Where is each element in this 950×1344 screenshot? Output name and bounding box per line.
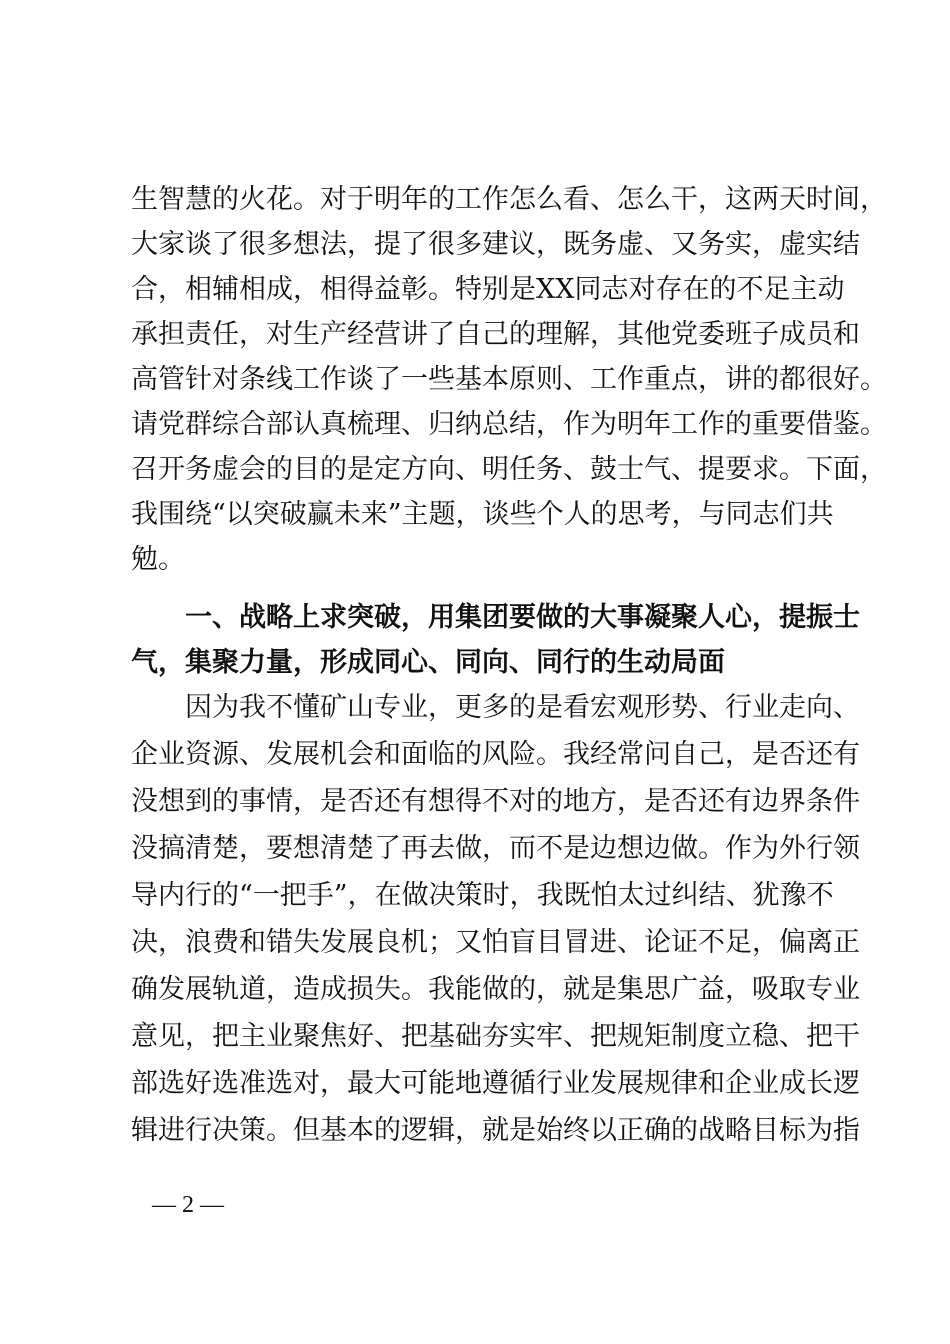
page-number: — 2 — <box>152 1192 224 1218</box>
paragraph-line: 大家谈了很多想法，提了很多建议，既务虚、又务实，虚实结 <box>131 229 860 260</box>
paragraph-line: 合，相辅相成，相得益彰。特别是XX同志对存在的不足主动 <box>131 274 845 305</box>
paragraph-line: 没搞清楚，要想清楚了再去做，而不是边想边做。作为外行领 <box>131 833 860 864</box>
paragraph-line: 我围绕“以突破赢未来”主题，谈些个人的思考，与同志们共 <box>131 499 834 530</box>
paragraph-line: 确发展轨道，造成损失。我能做的，就是集思广益，吸取专业 <box>131 974 860 1005</box>
paragraph-line-last: 勉。 <box>131 544 185 575</box>
paragraph-line: 导内行的“一把手”，在做决策时，我既怕太过纠结、犹豫不 <box>131 880 834 911</box>
paragraph-line: 召开务虚会的目的是定方向、明任务、鼓士气、提要求。下面， <box>131 454 887 485</box>
paragraph-line: 企业资源、发展机会和面临的风险。我经常问自己，是否还有 <box>131 739 860 770</box>
paragraph-line: 请党群综合部认真梳理、归纳总结，作为明年工作的重要借鉴。 <box>131 409 887 440</box>
paragraph-line: 没想到的事情，是否还有想得不对的地方，是否还有边界条件 <box>131 786 860 817</box>
paragraph-line: 意见，把主业聚焦好、把基础夯实牢、把规矩制度立稳、把干 <box>131 1021 860 1052</box>
paragraph-line: 高管针对条线工作谈了一些基本原则、工作重点，讲的都很好。 <box>131 364 887 395</box>
paragraph-line: 决，浪费和错失发展良机；又怕盲目冒进、论证不足，偏离正 <box>131 927 860 958</box>
paragraph-line: 生智慧的火花。对于明年的工作怎么看、怎么干，这两天时间， <box>131 184 887 215</box>
paragraph-first-line: 因为我不懂矿山专业，更多的是看宏观形势、行业走向、 <box>185 692 860 723</box>
section-heading-line: 一、战略上求突破，用集团要做的大事凝聚人心，提振士 <box>185 602 860 633</box>
paragraph-line: 辑进行决策。但基本的逻辑，就是始终以正确的战略目标为指 <box>131 1115 860 1146</box>
paragraph-line: 承担责任，对生产经营讲了自己的理解，其他党委班子成员和 <box>131 319 860 350</box>
paragraph-line: 部选好选准选对，最大可能地遵循行业发展规律和企业成长逻 <box>131 1068 860 1099</box>
section-heading-line: 气，集聚力量，形成同心、同向、同行的生动局面 <box>131 647 725 678</box>
